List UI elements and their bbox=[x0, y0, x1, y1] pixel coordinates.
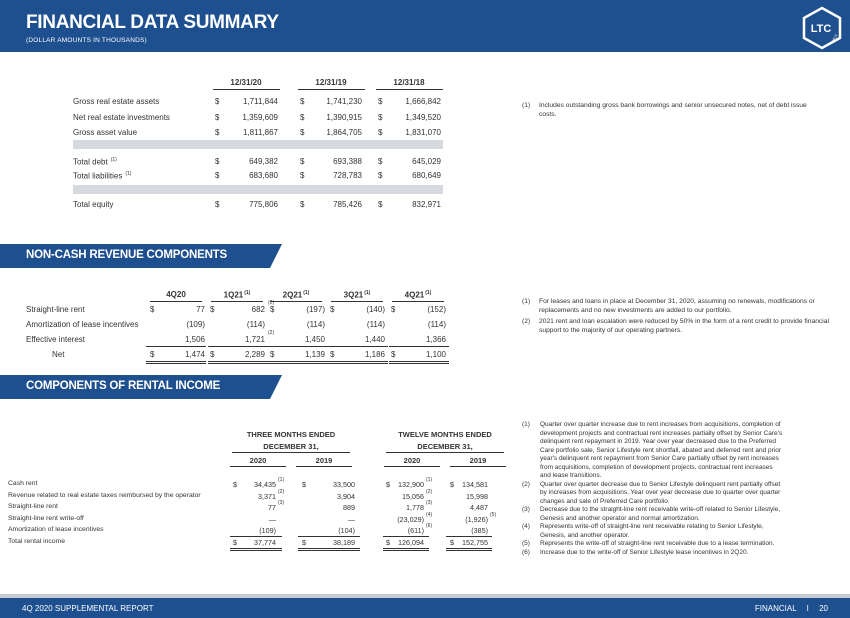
footnote-marker: (1) bbox=[278, 477, 285, 483]
total-rule bbox=[446, 550, 492, 551]
row-label: Total debt $^{(1)}$ bbox=[73, 157, 117, 167]
subtotal-rule bbox=[389, 346, 449, 347]
table-value: 2,289 bbox=[244, 350, 265, 359]
total-rule bbox=[230, 548, 282, 549]
table-value: (152) bbox=[427, 305, 446, 314]
header-rule bbox=[270, 301, 322, 302]
currency-symbol: $ bbox=[330, 350, 335, 359]
table-value: 77 bbox=[268, 503, 276, 512]
currency-symbol: $ bbox=[215, 171, 220, 180]
currency-symbol: $ bbox=[378, 171, 383, 180]
note-number: (2) bbox=[522, 480, 530, 488]
table-value: 649,382 bbox=[249, 157, 278, 166]
footnote-marker: (6) bbox=[426, 523, 433, 529]
table-value: 1,831,070 bbox=[405, 128, 441, 137]
note-line: delinquent rent repayment in 2019. Year over year decreased due to the Preferred bbox=[540, 438, 776, 445]
total-rule bbox=[328, 363, 388, 364]
currency-symbol: $ bbox=[378, 157, 383, 166]
note-number: (6) bbox=[522, 548, 530, 556]
total-rule bbox=[328, 361, 388, 362]
currency-symbol: $ bbox=[386, 480, 390, 489]
footnote-marker: (3) bbox=[278, 500, 285, 506]
total-rule bbox=[298, 550, 360, 551]
footnote-marker: (2) bbox=[268, 330, 275, 336]
table-value: 1,811,867 bbox=[243, 128, 278, 137]
total-rule bbox=[146, 361, 206, 362]
footer-section: FINANCIAL bbox=[754, 604, 797, 613]
header-rule bbox=[392, 301, 444, 302]
group-subheader: DECEMBER 31, bbox=[263, 442, 319, 451]
currency-symbol: $ bbox=[300, 200, 305, 209]
footnote-marker: (2) bbox=[426, 489, 433, 495]
note-line: development projects and contractual rent increases partially offset by Senior Care's bbox=[540, 429, 783, 437]
note-line: Genesis, and another operator. bbox=[540, 531, 630, 539]
row-label: Gross asset value bbox=[73, 128, 138, 137]
subtotal-rule bbox=[146, 346, 206, 347]
footnote-marker: (1) bbox=[244, 290, 251, 296]
table-value: 126,094 bbox=[398, 538, 424, 547]
subtotal-rule bbox=[268, 346, 328, 347]
currency-symbol: $ bbox=[386, 538, 390, 547]
table-value: 4,487 bbox=[470, 503, 488, 512]
table-value: 1,349,520 bbox=[405, 113, 441, 122]
table-value: (385) bbox=[471, 526, 488, 535]
note-number: (3) bbox=[522, 506, 530, 513]
footnote-marker: (5) bbox=[490, 512, 497, 518]
table-value: — bbox=[347, 515, 355, 524]
note-line: from acquisitions, completion of development projects, contractual rent increases bbox=[540, 463, 773, 471]
table-value: (114) bbox=[427, 320, 446, 329]
total-rule bbox=[383, 548, 429, 549]
header-rule bbox=[211, 301, 263, 302]
row-label: Net bbox=[52, 350, 65, 359]
ltc-logo-icon bbox=[800, 6, 844, 50]
note-line: Genesis and another operator and normal amortization. bbox=[540, 514, 700, 522]
row-label: Cash rent bbox=[8, 480, 38, 487]
header-rule bbox=[296, 466, 352, 467]
col-header: 3Q21$^{(1)}$ bbox=[343, 290, 371, 300]
row-label: Effective interest bbox=[26, 335, 85, 344]
table-value: 889 bbox=[343, 503, 355, 512]
note-number: (1) bbox=[522, 421, 530, 428]
table-value: (611) bbox=[407, 526, 424, 535]
table-value: 1,864,705 bbox=[326, 128, 362, 137]
table-value: 132,900 bbox=[398, 480, 424, 489]
subtotal-rule bbox=[446, 536, 492, 537]
section-title: NON-CASH REVENUE COMPONENTS bbox=[26, 249, 227, 261]
table-value: 3,371 bbox=[258, 492, 276, 501]
total-rule bbox=[268, 363, 328, 364]
currency-symbol: $ bbox=[450, 480, 454, 489]
section-title: COMPONENTS OF RENTAL INCOME bbox=[26, 380, 221, 392]
table-value: 785,426 bbox=[333, 200, 362, 209]
row-label: Straight-line rent bbox=[26, 305, 85, 314]
currency-symbol: $ bbox=[150, 350, 155, 359]
row-label: Straight-line rent write-off bbox=[8, 515, 84, 522]
total-rule bbox=[146, 363, 206, 364]
currency-symbol: $ bbox=[330, 305, 335, 314]
footnote-marker: (4) bbox=[426, 512, 433, 518]
currency-symbol: $ bbox=[378, 200, 383, 209]
row-label: Straight-line rent bbox=[8, 503, 58, 510]
table-value: 645,029 bbox=[412, 157, 441, 166]
note-line: Care portfolio sale, Senior Lifestyle rent shortfall, abated and deferred rent and prior bbox=[540, 446, 781, 454]
header-rule bbox=[331, 301, 383, 302]
subtotal-rule bbox=[298, 536, 360, 537]
currency-symbol: $ bbox=[270, 305, 275, 314]
currency-symbol: $ bbox=[300, 157, 305, 166]
currency-symbol: $ bbox=[215, 200, 220, 209]
row-label: Total rental income bbox=[8, 538, 66, 545]
table-value: 3,904 bbox=[337, 492, 355, 501]
header-rule bbox=[150, 301, 202, 302]
logo-subtext: REIT bbox=[830, 33, 840, 44]
total-rule bbox=[230, 550, 282, 551]
row-label: Amortization of lease incentives bbox=[26, 320, 139, 329]
currency-symbol: $ bbox=[215, 128, 220, 137]
currency-symbol: $ bbox=[150, 305, 155, 314]
header-rule bbox=[450, 466, 506, 467]
currency-symbol: $ bbox=[210, 350, 215, 359]
footnote-marker: (2) bbox=[268, 300, 275, 306]
note-line: and lease transitions. bbox=[540, 472, 602, 479]
table-value: 134,581 bbox=[462, 480, 488, 489]
currency-symbol: $ bbox=[302, 538, 306, 547]
table-value: 1,186 bbox=[364, 350, 385, 359]
table-value: 1,506 bbox=[184, 335, 205, 344]
footer-page-number: 20 bbox=[819, 604, 828, 613]
footnote-marker: (1) bbox=[110, 157, 117, 163]
table-value: (114) bbox=[306, 320, 325, 329]
table-value: 1,450 bbox=[304, 335, 325, 344]
total-rule bbox=[298, 548, 360, 549]
note-number: (5) bbox=[522, 540, 530, 547]
row-label: Gross real estate assets bbox=[73, 97, 160, 106]
footnote-marker: (2) bbox=[278, 489, 285, 495]
table-value: 37,774 bbox=[254, 538, 276, 547]
currency-symbol: $ bbox=[210, 305, 215, 314]
note-line: Decrease due to the straight-line rent receivable write-off related to Senior Lifestyle, bbox=[540, 506, 781, 513]
table-value: 1,474 bbox=[184, 350, 205, 359]
currency-symbol: $ bbox=[302, 480, 306, 489]
footer-separator: I bbox=[806, 604, 809, 613]
footnote-marker: (1) bbox=[425, 290, 432, 296]
table-value: (114) bbox=[366, 320, 385, 329]
footer-report-name: 4Q 2020 SUPPLEMENTAL REPORT bbox=[22, 604, 154, 613]
table-value: 1,100 bbox=[425, 350, 446, 359]
total-rule bbox=[383, 550, 429, 551]
note-line: Represents the write-off of straight-line rent receivable due to a lease termination. bbox=[540, 540, 775, 547]
note-number: (4) bbox=[522, 523, 530, 530]
spacer-row bbox=[73, 185, 443, 194]
table-value: 15,056 bbox=[402, 492, 424, 501]
table-value: 1,139 bbox=[304, 350, 325, 359]
year-header: 2019 bbox=[469, 456, 487, 465]
table-value: 1,741,230 bbox=[326, 97, 362, 106]
col-header: 4Q20 bbox=[166, 290, 186, 299]
currency-symbol: $ bbox=[215, 97, 220, 106]
footnote-marker: (1) bbox=[125, 171, 132, 177]
table-value: 77 bbox=[196, 305, 205, 314]
currency-symbol: $ bbox=[270, 350, 275, 359]
note-line: changes and sale of Preferred Care portfolio. bbox=[540, 497, 670, 505]
year-header: 2020 bbox=[403, 456, 421, 465]
currency-symbol: $ bbox=[450, 538, 454, 547]
col-header: 4Q21$^{(1)}$ bbox=[404, 290, 432, 300]
table-value: 1,366 bbox=[425, 335, 446, 344]
currency-symbol: $ bbox=[215, 113, 220, 122]
table-value: 1,390,915 bbox=[326, 113, 362, 122]
currency-symbol: $ bbox=[300, 128, 305, 137]
note-line: Represents write-off of straight-line rent receivable relating to Senior Lifestyle, bbox=[540, 523, 764, 530]
table-value: (114) bbox=[246, 320, 265, 329]
note-line: year's delinquent rent repayment from Senior Care partially offset by rent increases bbox=[540, 455, 779, 462]
page-footer bbox=[0, 598, 850, 618]
table-value: 38,189 bbox=[333, 538, 355, 547]
currency-symbol: $ bbox=[215, 157, 220, 166]
table-value: 1,711,844 bbox=[243, 97, 278, 106]
currency-symbol: $ bbox=[233, 480, 237, 489]
table-value: 693,388 bbox=[333, 157, 362, 166]
row-label: Amortization of lease incentives bbox=[8, 526, 104, 533]
note-line: Quarter over quarter increase due to rent increases from acquisitions, completion of bbox=[540, 421, 781, 428]
footer-page-info bbox=[755, 604, 828, 613]
currency-symbol: $ bbox=[391, 350, 396, 359]
table-value: 832,971 bbox=[412, 200, 441, 209]
currency-symbol: $ bbox=[300, 97, 305, 106]
table-value: 34,435 bbox=[254, 480, 276, 489]
subtotal-rule bbox=[328, 346, 388, 347]
year-header: 2019 bbox=[315, 456, 333, 465]
table-value: 1,721 bbox=[244, 335, 265, 344]
currency-symbol: $ bbox=[378, 128, 383, 137]
col-header: 12/31/18 bbox=[393, 78, 425, 87]
table-value: 1,778 bbox=[406, 503, 424, 512]
currency-symbol: $ bbox=[378, 97, 383, 106]
table-value: 728,783 bbox=[333, 171, 362, 180]
table-value: (109) bbox=[186, 320, 205, 329]
group-header: THREE MONTHS ENDED bbox=[246, 430, 336, 439]
total-rule bbox=[389, 361, 449, 362]
table-value: 682 bbox=[251, 305, 265, 314]
table-value: (140) bbox=[366, 305, 385, 314]
subtotal-rule bbox=[230, 536, 282, 537]
page-subtitle: (DOLLAR AMOUNTS IN THOUSANDS) bbox=[26, 37, 147, 44]
group-subheader: DECEMBER 31, bbox=[417, 442, 473, 451]
section-band-noncash bbox=[0, 244, 270, 268]
row-label: Revenue related to real estate taxes reimbursed by the operator bbox=[8, 492, 201, 499]
year-header: 2020 bbox=[249, 456, 267, 465]
table-value: 15,998 bbox=[466, 492, 488, 501]
total-rule bbox=[208, 363, 268, 364]
row-label: Total equity bbox=[73, 200, 114, 209]
row-label: Total liabilities $^{(1)}$ bbox=[73, 171, 132, 181]
table-value: — bbox=[268, 515, 276, 524]
table-value: (23,029) bbox=[397, 515, 424, 524]
currency-symbol: $ bbox=[378, 113, 383, 122]
footnote-marker: (1) bbox=[426, 477, 433, 483]
col-header: 12/31/19 bbox=[315, 78, 347, 87]
currency-symbol: $ bbox=[300, 113, 305, 122]
col-header: 12/31/20 bbox=[230, 78, 262, 87]
table-value: 680,649 bbox=[412, 171, 441, 180]
total-rule bbox=[446, 548, 492, 549]
page-header bbox=[0, 0, 850, 52]
table-value: 1,440 bbox=[364, 335, 385, 344]
note-line: Quarter over quarter decrease due to Senior Lifestyle delinquent rent partially offset bbox=[540, 480, 781, 488]
table-value: 683,680 bbox=[249, 171, 278, 180]
page-title: FINANCIAL DATA SUMMARY bbox=[26, 12, 279, 33]
total-rule bbox=[208, 361, 268, 362]
table-value: 775,806 bbox=[249, 200, 278, 209]
group-header: TWELVE MONTHS ENDED bbox=[398, 430, 492, 439]
note-line: by increases from acquisitions. Year over year decrease due to quarter over quarter bbox=[540, 489, 781, 496]
table-value: (109) bbox=[259, 526, 276, 535]
currency-symbol: $ bbox=[300, 171, 305, 180]
total-rule bbox=[389, 363, 449, 364]
currency-symbol: $ bbox=[391, 305, 396, 314]
subtotal-rule bbox=[383, 536, 429, 537]
total-rule bbox=[268, 361, 328, 362]
header-rule bbox=[384, 466, 440, 467]
spacer-row bbox=[73, 140, 443, 149]
footnote-marker: (1) bbox=[364, 290, 371, 296]
table-value: 1,666,842 bbox=[405, 97, 441, 106]
header-rule bbox=[230, 466, 286, 467]
table-value: (197) bbox=[306, 305, 325, 314]
currency-symbol: $ bbox=[233, 538, 237, 547]
table-value: 33,500 bbox=[333, 480, 355, 489]
table-value: 152,755 bbox=[462, 538, 488, 547]
table-value: 1,359,609 bbox=[242, 113, 278, 122]
subtotal-rule bbox=[208, 346, 268, 347]
table-value: (104) bbox=[338, 526, 355, 535]
table-value: (1,926) bbox=[465, 515, 488, 524]
note-line: Increase due to the write-off of Senior Lifestyle lease incentives in 2Q20. bbox=[540, 548, 749, 556]
footnote-marker: (3) bbox=[426, 500, 433, 506]
col-header: 1Q21$^{(1)}$ bbox=[223, 290, 251, 300]
logo-text: LTC bbox=[810, 23, 832, 35]
section-band-rental bbox=[0, 375, 270, 399]
row-label: Net real estate investments bbox=[73, 113, 170, 122]
col-header: 2Q21$^{(1)}$ bbox=[282, 290, 310, 300]
footnote-marker: (1) bbox=[303, 290, 310, 296]
